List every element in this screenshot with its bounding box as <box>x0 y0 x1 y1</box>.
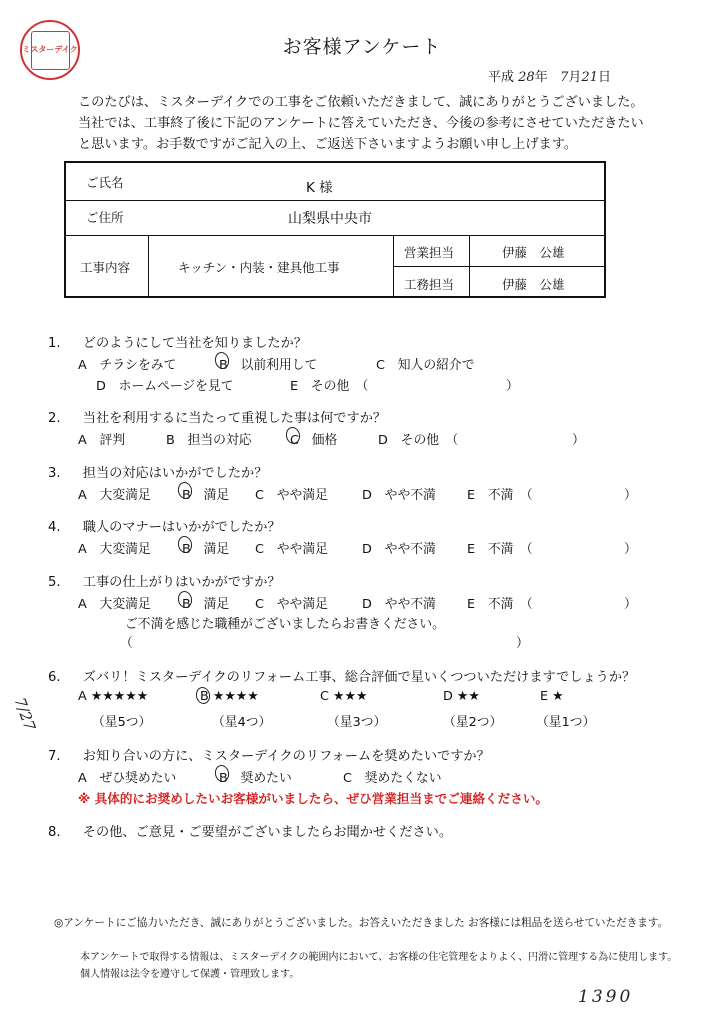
day-value: 21 <box>581 70 598 85</box>
q6-label-d: （星2つ） <box>443 715 503 730</box>
intro-line-1: このたびは、ミスターデイクでの工事をご依頼いただきまして、誠にありがとうございました。 <box>78 95 644 110</box>
question-number: 1. <box>48 336 61 351</box>
intro-line-2: 当社では、工事終了後に下記のアンケートに答えていただき、今後の参考にさせていただきたい <box>78 116 644 131</box>
q4-option-e[interactable]: E 不満 （ <box>467 542 533 557</box>
q5-option-e[interactable]: E 不満 （ <box>467 597 533 612</box>
q4-option-d[interactable]: D やや不満 <box>362 542 436 557</box>
question-number: 5. <box>48 575 61 590</box>
q7-option-b[interactable]: B 奨めたい <box>219 771 292 786</box>
name-value: K 様 <box>306 180 333 196</box>
question-number: 6. <box>48 670 61 685</box>
q2-option-c[interactable]: C 価格 <box>290 433 338 448</box>
question-text: その他、ご意見・ご要望がございましたらお聞かせください。 <box>82 825 453 840</box>
customer-info-table <box>64 161 606 298</box>
document-number: 1390 <box>578 987 634 1007</box>
q1-option-b[interactable]: B 以前利用して <box>219 358 318 373</box>
question-number: 2. <box>48 411 61 426</box>
margin-note: 7/27 <box>10 695 40 733</box>
q2-option-d[interactable]: D その他 （ <box>378 433 459 448</box>
question-8 <box>48 821 452 840</box>
question-2 <box>48 407 386 426</box>
q5-option-a[interactable]: A 大変満足 <box>78 597 151 612</box>
question-text: どのようにして当社を知りましたか？ <box>82 336 307 351</box>
month-unit: 月 <box>568 70 582 85</box>
q3-option-b[interactable]: B 満足 <box>182 488 230 503</box>
q3-option-a[interactable]: A 大変満足 <box>78 488 151 503</box>
q6-option-c[interactable]: C ★★★ <box>320 689 368 704</box>
question-text: ズバリ！ミスターデイクのリフォーム工事、総合評価で星いくつついただけますでしょうか？ <box>82 670 636 685</box>
question-number: 3. <box>48 466 61 481</box>
footer-privacy-1: 本アンケートで取得する情報は、ミスターデイクの範囲内において、お客様の住宅管理をよりよく、円滑に管理する為に使用します。 <box>80 952 678 963</box>
q4-option-b[interactable]: B 満足 <box>182 542 230 557</box>
month-value: 7 <box>560 70 569 85</box>
question-1 <box>48 332 307 351</box>
intro-line-3: と思います。お手数ですがご記入の上、ご返送下さいますようお願い申し上げます。 <box>78 137 578 152</box>
footer-thanks: ◎アンケートにご協力いただき、誠にありがとうございました。お答えいただきました お客様には粗品を送らせていただきます。 <box>54 917 669 929</box>
q6-label-b: （星4つ） <box>212 715 272 730</box>
question-number: 7. <box>48 749 61 764</box>
question-7 <box>48 745 490 764</box>
page-title: お客様アンケート <box>282 36 442 58</box>
q4-option-a[interactable]: A 大変満足 <box>78 542 151 557</box>
works-label: 工務担当 <box>404 277 455 292</box>
q4-paren-close: ） <box>624 542 637 557</box>
q5-option-d[interactable]: D やや不満 <box>362 597 436 612</box>
day-unit: 日 <box>597 70 611 85</box>
q6-label-e: （星1つ） <box>536 715 596 730</box>
q7-note: ※ 具体的にお奨めしたいお客様がいましたら、ぜひ営業担当までご連絡ください。 <box>78 791 549 806</box>
question-text: 工事の仕上がりはいかがですか？ <box>82 575 281 590</box>
q5-answer-paren-open[interactable]: （ <box>120 636 133 651</box>
q5-option-b[interactable]: B 満足 <box>182 597 230 612</box>
q6-option-d[interactable]: D ★★ <box>443 689 480 704</box>
q7-option-a[interactable]: A ぜひ奨めたい <box>78 771 177 786</box>
works-value: 伊藤 公雄 <box>502 277 565 292</box>
era-label: 平成 <box>488 70 515 85</box>
address-value: 山梨県中央市 <box>288 211 372 227</box>
sales-label: 営業担当 <box>404 245 455 260</box>
sales-value: 伊藤 公雄 <box>502 245 565 260</box>
intro-text <box>78 92 678 155</box>
q5-option-c[interactable]: C やや満足 <box>255 597 328 612</box>
q2-option-b[interactable]: B 担当の対応 <box>166 433 252 448</box>
q6-label-a: （星5つ） <box>92 715 152 730</box>
q3-option-d[interactable]: D やや不満 <box>362 488 436 503</box>
question-4 <box>48 516 281 535</box>
q5-note: ご不満を感じた職種がございましたらお書きください。 <box>125 617 445 632</box>
question-5 <box>48 571 281 590</box>
q1-option-a[interactable]: A チラシをみて <box>78 358 177 373</box>
stamp-text: ミスターデイク <box>22 45 78 54</box>
q1-option-c[interactable]: C 知人の紹介で <box>376 358 475 373</box>
q1-option-d[interactable]: D ホームページを見て <box>96 379 234 394</box>
survey-date <box>488 66 611 85</box>
q6-option-a[interactable]: A ★★★★★ <box>78 689 149 704</box>
q6-option-e[interactable]: E ★ <box>540 689 564 704</box>
q5-answer-paren-close: ） <box>516 636 529 651</box>
year-value: 28 <box>518 70 535 85</box>
work-value: キッチン・内装・建具他工事 <box>178 260 340 275</box>
year-unit: 年 <box>534 70 548 85</box>
q2-paren-close: ） <box>572 433 585 448</box>
q7-option-c[interactable]: C 奨めたくない <box>343 771 442 786</box>
question-text: お知り合いの方に、ミスターデイクのリフォームを奨めたいですか？ <box>82 749 490 764</box>
q6-label-c: （星3つ） <box>327 715 387 730</box>
q3-paren-close: ） <box>624 488 637 503</box>
question-3 <box>48 462 267 481</box>
address-label: ご住所 <box>86 210 124 225</box>
q2-option-a[interactable]: A 評判 <box>78 433 126 448</box>
name-label: ご氏名 <box>86 175 124 190</box>
q6-option-b[interactable]: B ★★★★ <box>200 689 259 704</box>
footer-privacy-2: 個人情報は法令を遵守して保護・管理致します。 <box>80 969 300 980</box>
question-text: 職人のマナーはいかがでしたか？ <box>82 520 281 535</box>
work-label: 工事内容 <box>80 260 131 275</box>
q3-option-c[interactable]: C やや満足 <box>255 488 328 503</box>
question-number: 4. <box>48 520 61 535</box>
q4-option-c[interactable]: C やや満足 <box>255 542 328 557</box>
question-text: 当社を利用するに当たって重視した事は何ですか？ <box>82 411 387 426</box>
q1-option-e[interactable]: E その他 （ <box>290 379 369 394</box>
q5-paren-close: ） <box>624 597 637 612</box>
q3-option-e[interactable]: E 不満 （ <box>467 488 533 503</box>
question-6 <box>48 666 635 685</box>
question-text: 担当の対応はいかがでしたか？ <box>82 466 268 481</box>
q1-paren-close: ） <box>506 379 519 394</box>
question-number: 8. <box>48 825 61 840</box>
